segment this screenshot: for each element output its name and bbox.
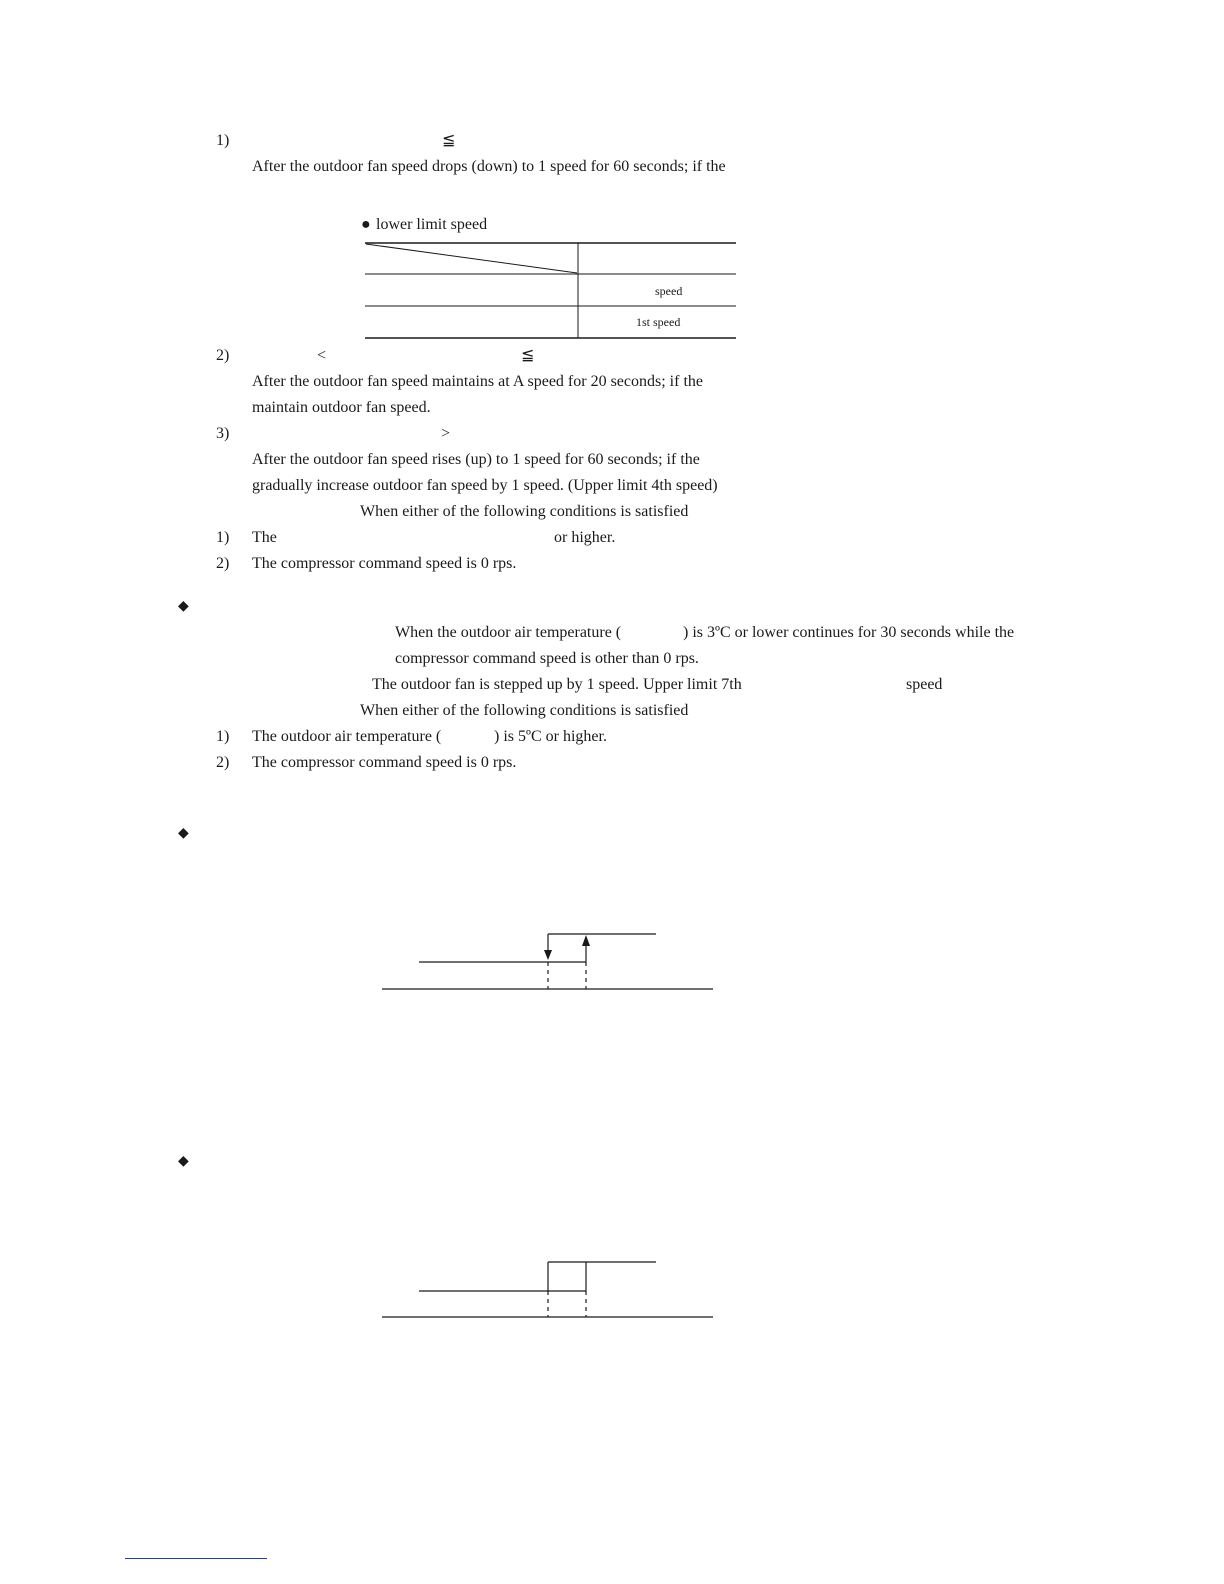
lower-limit-table <box>365 243 736 338</box>
condition-text: ) is 3ºC or lower continues for 30 seconds while the <box>683 624 1015 641</box>
item-text: After the outdoor fan speed maintains at A speed for 20 seconds; if the <box>252 373 703 390</box>
hysteresis-diagram-1 <box>382 934 713 989</box>
item-number: 1) <box>216 132 230 149</box>
release-heading: When either of the following conditions is satisfied <box>360 702 689 719</box>
item-text: maintain outdoor fan speed. <box>252 399 431 416</box>
item-number: 2) <box>216 754 230 771</box>
item-text: The compressor command speed is 0 rps. <box>252 555 517 572</box>
item-number: 3) <box>216 425 230 442</box>
item-text: ) is 5ºC or higher. <box>494 728 607 745</box>
item-number: 1) <box>216 728 230 745</box>
item-number: 2) <box>216 347 230 364</box>
item-text: After the outdoor fan speed rises (up) to 1 speed for 60 seconds; if the <box>252 451 700 468</box>
table-title: lower limit speed <box>376 216 488 233</box>
less-equal-symbol: ≦ <box>442 132 456 149</box>
item-text: The <box>252 529 277 546</box>
release-heading: When either of the following conditions is satisfied <box>360 503 689 520</box>
item-number: 1) <box>216 529 230 546</box>
action-text: The outdoor fan is stepped up by 1 speed. Upper limit 7th <box>372 676 742 693</box>
up-arrow-icon <box>582 935 590 946</box>
condition-text: compressor command speed is other than 0 rps. <box>395 650 699 667</box>
bullet-icon: ● <box>361 216 371 233</box>
item-number: 2) <box>216 555 230 572</box>
diamond-bullet-icon: ◆ <box>178 599 189 614</box>
item-text: gradually increase outdoor fan speed by 1 speed. (Upper limit 4th speed) <box>252 477 718 494</box>
item-text: or higher. <box>554 529 616 546</box>
less-than-symbol: < <box>317 347 327 364</box>
diamond-bullet-icon: ◆ <box>178 826 189 841</box>
diamond-bullet-icon: ◆ <box>178 1154 189 1169</box>
table-diagonal <box>366 244 577 273</box>
item-text: After the outdoor fan speed drops (down) to 1 speed for 60 seconds; if the <box>252 158 726 175</box>
condition-text: When the outdoor air temperature ( <box>395 624 622 641</box>
item-text: The outdoor air temperature ( <box>252 728 442 745</box>
greater-than-symbol: > <box>441 425 451 442</box>
item-text: The compressor command speed is 0 rps. <box>252 754 517 771</box>
table-cell: 1st speed <box>636 315 681 329</box>
action-text: speed <box>906 676 943 693</box>
hysteresis-diagram-2 <box>382 1262 713 1317</box>
table-cell: speed <box>655 284 683 298</box>
less-equal-symbol: ≦ <box>521 347 535 364</box>
down-arrow-icon <box>544 950 552 960</box>
footer-rule <box>125 1558 267 1559</box>
